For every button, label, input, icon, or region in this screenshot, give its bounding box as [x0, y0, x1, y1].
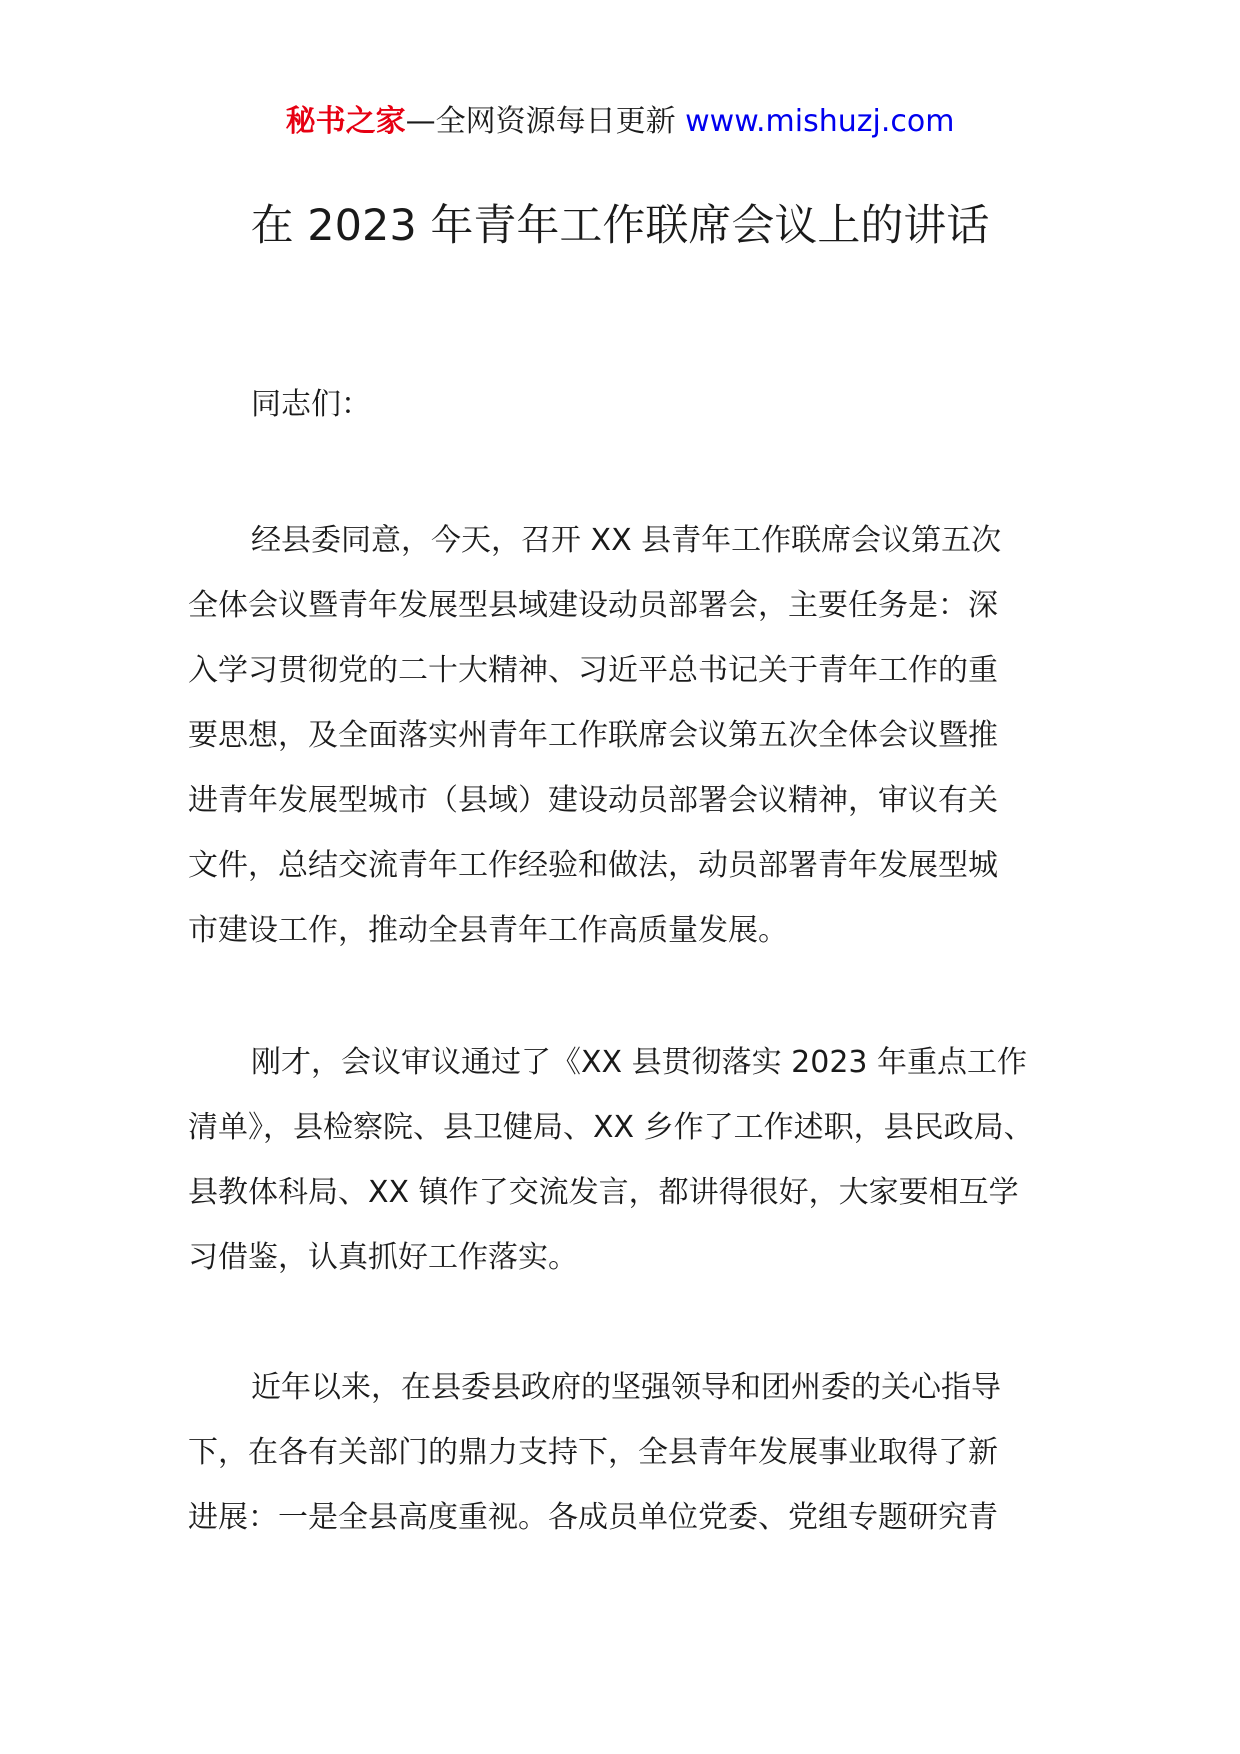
text-line: 县教体科局、XX 镇作了交流发言，都讲得很好，大家要相互学: [188, 1175, 1019, 1210]
text-line: 文件，总结交流青年工作经验和做法，动员部署青年发展型城: [188, 848, 998, 883]
text-line: 经县委同意，今天，召开 XX 县青年工作联席会议第五次: [251, 523, 1002, 558]
document-title: 在 2023 年青年工作联席会议上的讲话: [250, 201, 990, 251]
paragraph-3: [188, 1355, 1068, 1550]
text-line: 要思想，及全面落实州青年工作联席会议第五次全体会议暨推: [188, 718, 998, 753]
header-tagline: —全网资源每日更新: [405, 104, 676, 139]
salutation: 同志们：: [251, 387, 371, 422]
text-line: 进青年发展型城市（县域）建设动员部署会议精神，审议有关: [188, 783, 998, 818]
text-line: 进展：一是全县高度重视。各成员单位党委、党组专题研究青: [188, 1500, 998, 1535]
text-line: 下，在各有关部门的鼎力支持下，全县青年发展事业取得了新: [188, 1435, 998, 1470]
site-link[interactable]: www.mishuzj.com: [685, 104, 955, 139]
brand-name: 秘书之家: [285, 104, 406, 139]
site-header: [0, 102, 1240, 142]
text-line: 入学习贯彻党的二十大精神、习近平总书记关于青年工作的重: [188, 653, 998, 688]
text-line: 市建设工作，推动全县青年工作高质量发展。: [188, 913, 788, 948]
paragraph-2: [188, 1030, 1068, 1290]
paragraph-1: [188, 508, 1068, 963]
text-line: 全体会议暨青年发展型县域建设动员部署会，主要任务是：深: [188, 588, 998, 623]
text-line: 习借鉴，认真抓好工作落实。: [188, 1240, 578, 1275]
text-line: 刚才，会议审议通过了《XX 县贯彻落实 2023 年重点工作: [251, 1045, 1028, 1080]
text-line: 清单》，县检察院、县卫健局、XX 乡作了工作述职，县民政局、: [188, 1110, 1034, 1145]
text-line: 近年以来，在县委县政府的坚强领导和团州委的关心指导: [251, 1370, 1001, 1405]
